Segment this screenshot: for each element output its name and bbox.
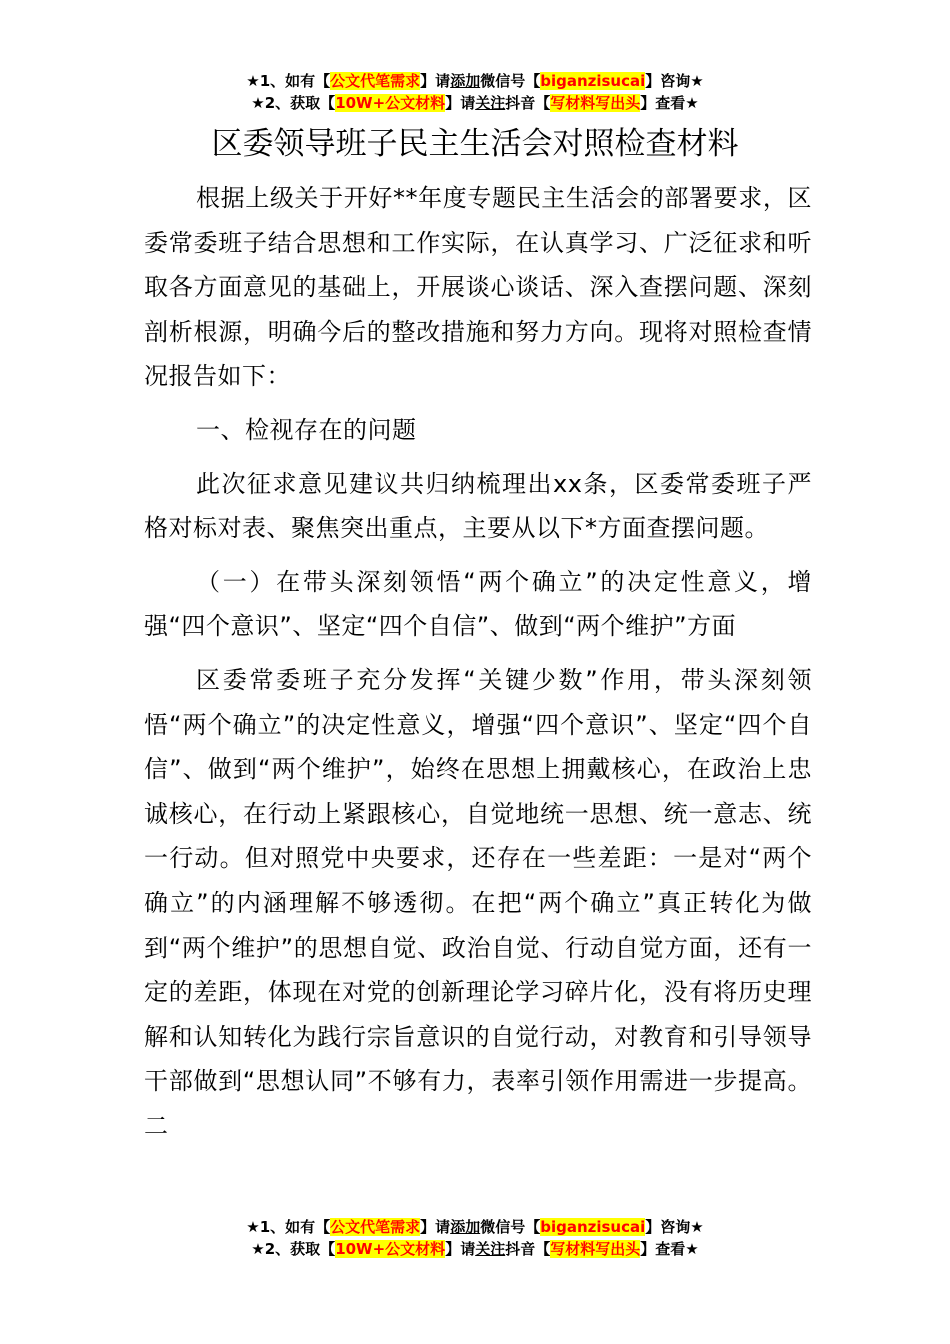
promo-line-2: ★2、获取【10W+公文材料】请关注抖音【写材料写出头】查看★ [251, 1240, 699, 1258]
paragraph-summary: 此次征求意见建议共归纳梳理出xx条，区委常委班子严格对标对表、聚焦突出重点，主要从以下*方面查摆问题。 [144, 469, 812, 543]
section-heading: 一、检视存在的问题 [196, 415, 417, 444]
promo-banner-bottom [0, 1216, 950, 1260]
paragraph-detail: 区委常委班子充分发挥“关键少数”作用，带头深刻领悟“两个确立”的决定性意义，增强“四个意识”、坚定“四个自信”、做到“两个维护”，始终在思想上拥戴核心，在政治上忠诚核心，在行动上紧跟核心，自觉地统一思想、统一意志、统一行动。但对照党中央要求，还存在一些差距：一是对“两个确立”的内涵理解不够透彻。在把“两个确立”真正转化为做到“两个维护”的思想自觉、政治自觉、行动自觉方面，还有一定的差距，体现在对党的创新理论学习碎片化，没有将历史理解和认知转化为践行宗旨意识的自觉行动，对教育和引导领导干部做到“思想认同”不够有力，表率引领作用需进一步提高。二 [144, 665, 812, 1140]
promo-line-2: ★2、获取【10W+公文材料】请关注抖音【写材料写出头】查看★ [251, 94, 699, 112]
promo-banner-top [0, 70, 950, 114]
subsection-heading: （一）在带头深刻领悟“两个确立”的决定性意义，增强“四个意识”、坚定“四个自信”、做到“两个维护”方面 [144, 567, 812, 641]
document-title: 区委领导班子民主生活会对照检查材料 [211, 126, 739, 162]
document-body [144, 176, 812, 1157]
paragraph-intro: 根据上级关于开好**年度专题民主生活会的部署要求，区委常委班子结合思想和工作实际，在认真学习、广泛征求和听取各方面意见的基础上，开展谈心谈话、深入查摆问题、深刻剖析根源，明确今后的整改措施和努力方向。现将对照检查情况报告如下： [144, 184, 812, 391]
promo-line-1: ★1、如有【公文代笔需求】请添加微信号【biganzisucai】咨询★ [246, 72, 704, 90]
promo-line-1: ★1、如有【公文代笔需求】请添加微信号【biganzisucai】咨询★ [246, 1218, 704, 1236]
